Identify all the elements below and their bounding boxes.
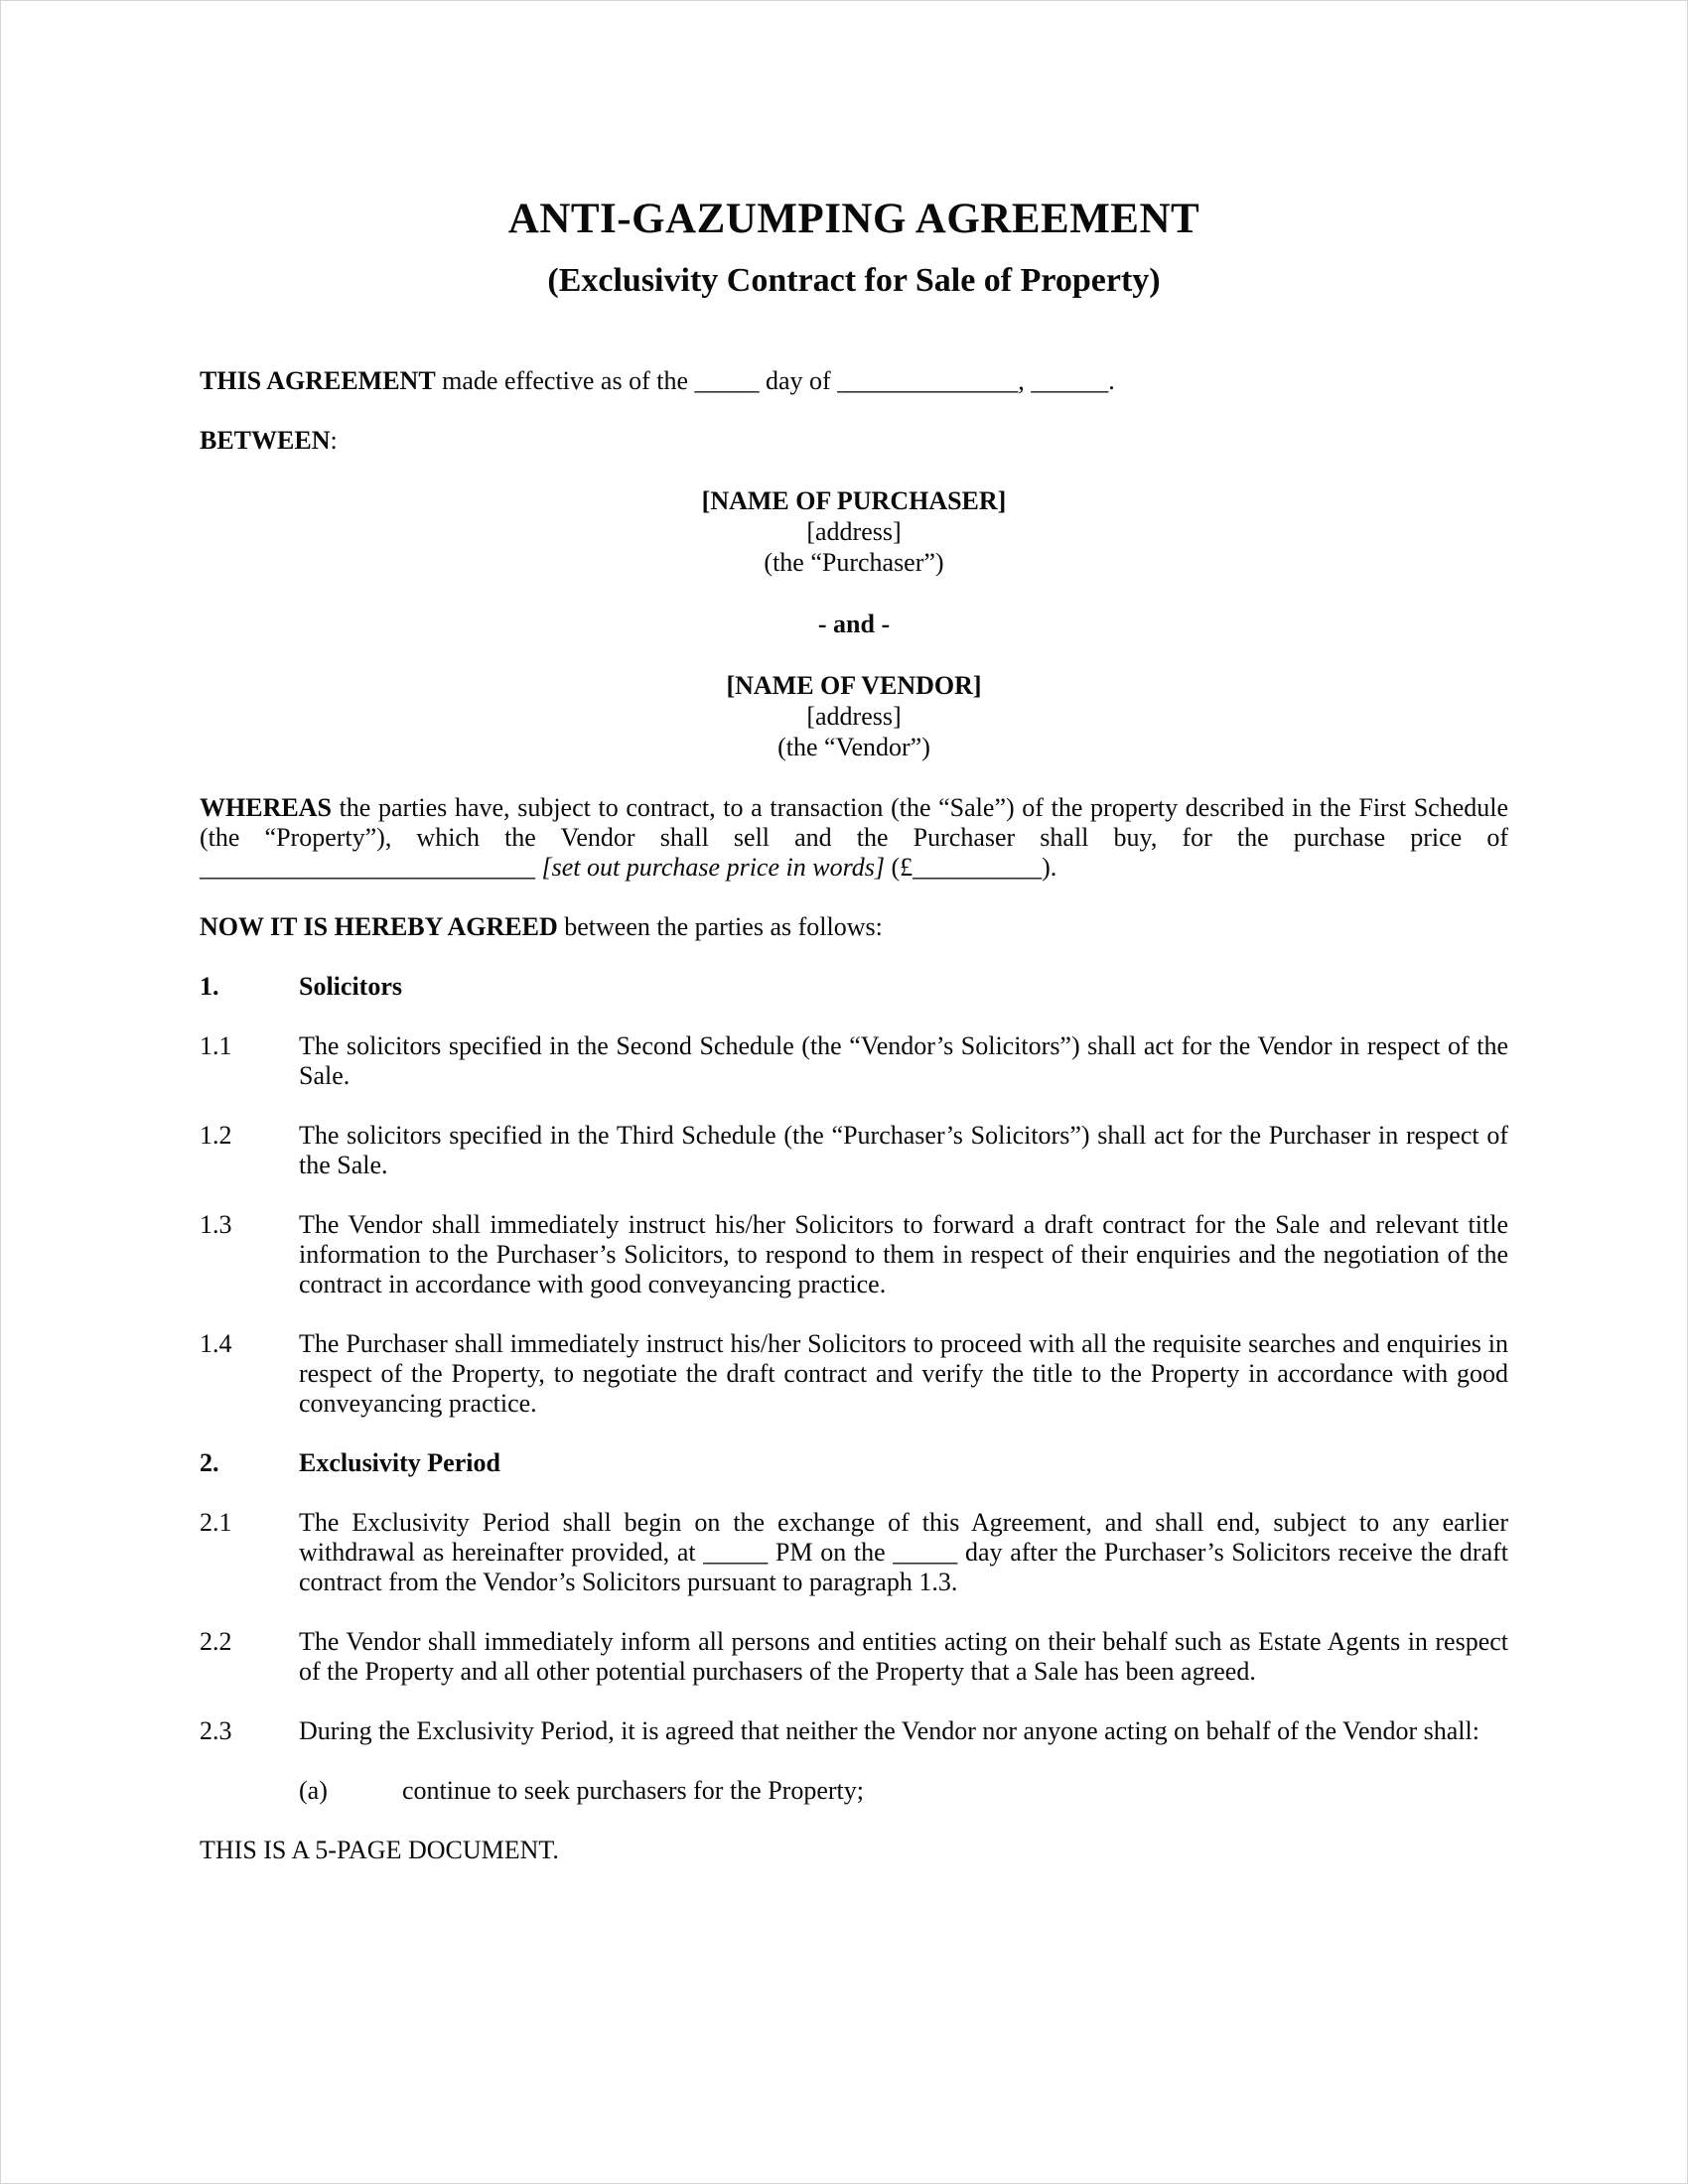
clause-1-1-number: 1.1 — [200, 1031, 232, 1060]
purchaser-address: [address] — [806, 517, 902, 546]
clause-2-1-number: 2.1 — [200, 1508, 232, 1537]
section-2-heading — [200, 1448, 1508, 1478]
clause-1-2-text: The solicitors specified in the Third Schedule (the “Purchaser’s Solicitors”) shall act for the Purchaser in respect of the Sale. — [299, 1121, 1508, 1179]
between-label: BETWEEN — [200, 426, 331, 455]
and-separator: - and - — [817, 610, 891, 638]
clause-1-1-text: The solicitors specified in the Second Schedule (the “Vendor’s Solicitors”) shall act for the Vendor in respect of the Sale. — [299, 1031, 1508, 1090]
vendor-designation: (the “Vendor”) — [777, 733, 930, 761]
document-subtitle: (Exclusivity Contract for Sale of Property) — [547, 262, 1161, 299]
clause-2-3-text: During the Exclusivity Period, it is agreed that neither the Vendor nor anyone acting on behalf of the Vendor shall: — [299, 1716, 1479, 1745]
clause-2-1 — [200, 1508, 1508, 1597]
purchaser-designation: (the “Purchaser”) — [764, 548, 944, 577]
page-count-note: THIS IS A 5-PAGE DOCUMENT. — [200, 1836, 559, 1864]
clause-2-2 — [200, 1627, 1508, 1687]
whereas-body-text: the parties have, subject to contract, to a transaction (the “Sale”) of the property described in the First Schedule (the “Property”), which the Vendor shall sell and the Purchaser shall buy, for the purchase price of __________________________ — [200, 793, 1508, 882]
clause-1-4-text: The Purchaser shall immediately instruct his/her Solicitors to proceed with all the requisite searches and enquiries in respect of the Property, to negotiate the draft contract and verify the title to the Property in accordance with good conveyancing practice. — [299, 1329, 1508, 1418]
clause-1-1 — [200, 1031, 1508, 1091]
purchase-price-note: [set out purchase price in words] — [541, 853, 885, 882]
section-2-number: 2. — [200, 1448, 219, 1477]
clause-1-4-number: 1.4 — [200, 1329, 232, 1358]
clause-1-3-number: 1.3 — [200, 1210, 232, 1239]
whereas-lead-in: WHEREAS — [200, 793, 332, 822]
party-separator — [200, 609, 1508, 639]
between-line — [200, 426, 1508, 456]
agreed-rest-text: between the parties as follows: — [557, 912, 883, 941]
subclause-2-3-a-text: continue to seek purchasers for the Property; — [402, 1776, 864, 1805]
clause-1-2 — [200, 1121, 1508, 1180]
vendor-block — [200, 670, 1508, 762]
clause-2-3-number: 2.3 — [200, 1716, 232, 1745]
section-1-heading — [200, 972, 1508, 1002]
whereas-paragraph — [200, 793, 1508, 883]
clause-1-2-number: 1.2 — [200, 1121, 232, 1150]
agreed-lead-in: NOW IT IS HEREBY AGREED — [200, 912, 558, 941]
effective-date-line — [200, 366, 1508, 396]
vendor-address: [address] — [806, 702, 902, 731]
clause-1-3 — [200, 1210, 1508, 1299]
purchaser-block — [200, 485, 1508, 578]
section-1-title: Solicitors — [299, 972, 402, 1001]
agreement-lead-in: THIS AGREEMENT — [200, 366, 436, 395]
agreed-paragraph — [200, 912, 1508, 942]
clause-2-2-number: 2.2 — [200, 1627, 232, 1656]
subclause-2-3-a — [200, 1776, 1508, 1806]
clause-1-4 — [200, 1329, 1508, 1419]
effective-date-text: made effective as of the _____ day of ______________, ______. — [435, 366, 1115, 395]
clause-2-3 — [200, 1716, 1508, 1746]
section-1-number: 1. — [200, 972, 219, 1001]
subclause-2-3-a-label: (a) — [299, 1776, 328, 1805]
whereas-tail-text: (£__________). — [884, 853, 1057, 882]
document-title: ANTI-GAZUMPING AGREEMENT — [507, 196, 1200, 242]
vendor-name: [NAME OF VENDOR] — [726, 671, 982, 700]
clause-1-3-text: The Vendor shall immediately instruct his/her Solicitors to forward a draft contract for the Sale and relevant title information to the Purchaser’s Solicitors, to respond to them in respect of their enquiries and the negotiation of the contract in accordance with good conveyancing practice. — [299, 1210, 1508, 1298]
clause-2-2-text: The Vendor shall immediately inform all persons and entities acting on their behalf such as Estate Agents in respect of the Property and all other potential purchasers of the Property that a Sale has been agreed. — [299, 1627, 1508, 1686]
between-punct: : — [330, 426, 338, 455]
section-2-title: Exclusivity Period — [299, 1448, 500, 1477]
clause-2-1-text: The Exclusivity Period shall begin on the exchange of this Agreement, and shall end, subject to any earlier withdrawal as hereinafter provided, at _____ PM on the _____ day after the Purchaser’s Solicitors receive the draft contract from the Vendor’s Solicitors pursuant to paragraph 1.3. — [299, 1508, 1508, 1596]
purchaser-name: [NAME OF PURCHASER] — [701, 486, 1007, 515]
